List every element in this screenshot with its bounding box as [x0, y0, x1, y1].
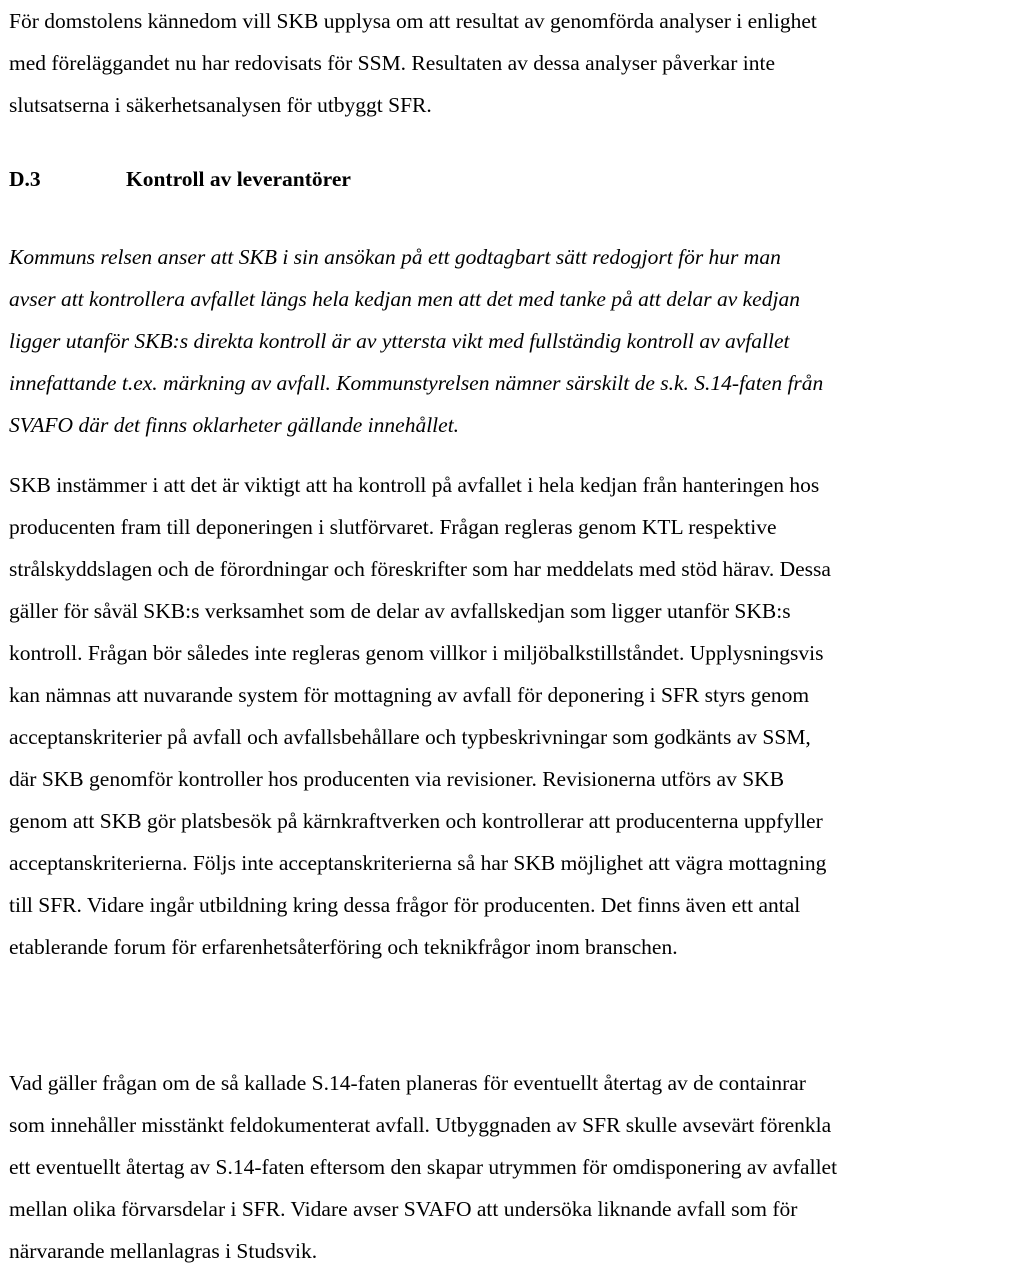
text-line: ett eventuellt återtag av S.14-faten eftersom den skapar utrymmen för omdisponering av avfallet: [9, 1155, 838, 1179]
text-line: som innehåller misstänkt feldokumenterat avfall. Utbyggnaden av SFR skulle avsevärt förenkla: [9, 1113, 832, 1137]
text-line: genom att SKB gör platsbesök på kärnkraftverken och kontrollerar att producenterna uppfyller: [9, 809, 823, 833]
text-line: innefattande t.ex. märkning av avfall. Kommunstyrelsen nämner särskilt de s.k. S.14-faten från: [9, 371, 824, 395]
text-line: producenten fram till deponeringen i slutförvaret. Frågan regleras genom KTL respektive: [9, 515, 777, 539]
text-line: gäller för såväl SKB:s verksamhet som de delar av avfallskedjan som ligger utanför SKB:s: [9, 599, 791, 623]
text-line: till SFR. Vidare ingår utbildning kring dessa frågor för producenten. Det finns även ett antal: [9, 893, 801, 917]
intro-paragraph: [9, 0, 1020, 126]
text-line: slutsatserna i säkerhetsanalysen för utbyggt SFR.: [9, 93, 432, 117]
section-number: D.3: [9, 167, 41, 191]
text-line: etablerande forum för erfarenhetsåterföring och teknikfrågor inom branschen.: [9, 935, 678, 959]
section-heading: [9, 158, 1020, 200]
text-line: acceptanskriterierna. Följs inte acceptanskriterierna så har SKB möjlighet att vägra mottagning: [9, 851, 827, 875]
text-line: SVAFO där det finns oklarheter gällande innehållet.: [9, 413, 460, 437]
text-line: där SKB genomför kontroller hos producenten via revisioner. Revisionerna utförs av SKB: [9, 767, 785, 791]
quoted-paragraph: [9, 236, 1020, 446]
text-line: Kommuns relsen anser att SKB i sin ansökan på ett godtagbart sätt redogjort för hur man: [9, 245, 781, 269]
text-line: med föreläggandet nu har redovisats för SSM. Resultaten av dessa analyser påverkar inte: [9, 51, 775, 75]
text-line: acceptanskriterier på avfall och avfallsbehållare och typbeskrivningar som godkänts av SSM,: [9, 725, 811, 749]
text-line: strålskyddslagen och de förordningar och föreskrifter som har meddelats med stöd härav. Dessa: [9, 557, 831, 581]
s14-paragraph: [9, 1062, 1020, 1272]
text-line: kan nämnas att nuvarande system för mottagning av avfall för deponering i SFR styrs genom: [9, 683, 810, 707]
text-line: närvarande mellanlagras i Studsvik.: [9, 1239, 318, 1263]
text-line: Vad gäller frågan om de så kallade S.14-faten planeras för eventuellt återtag av de containrar: [9, 1071, 806, 1095]
text-line: SKB instämmer i att det är viktigt att ha kontroll på avfallet i hela kedjan från hanteringen hos: [9, 473, 820, 497]
text-line: kontroll. Frågan bör således inte regleras genom villkor i miljöbalkstillståndet. Upplysningsvis: [9, 641, 824, 665]
text-line: avser att kontrollera avfallet längs hela kedjan men att det med tanke på att delar av kedjan: [9, 287, 800, 311]
text-line: För domstolens kännedom vill SKB upplysa om att resultat av genomförda analyser i enlighet: [9, 9, 817, 33]
text-line: ligger utanför SKB:s direkta kontroll är av yttersta vikt med fullständig kontroll av avfallet: [9, 329, 790, 353]
response-paragraph: [9, 464, 1020, 968]
text-line: mellan olika förvarsdelar i SFR. Vidare avser SVAFO att undersöka liknande avfall som för: [9, 1197, 798, 1221]
section-title: Kontroll av leverantörer: [126, 167, 351, 191]
